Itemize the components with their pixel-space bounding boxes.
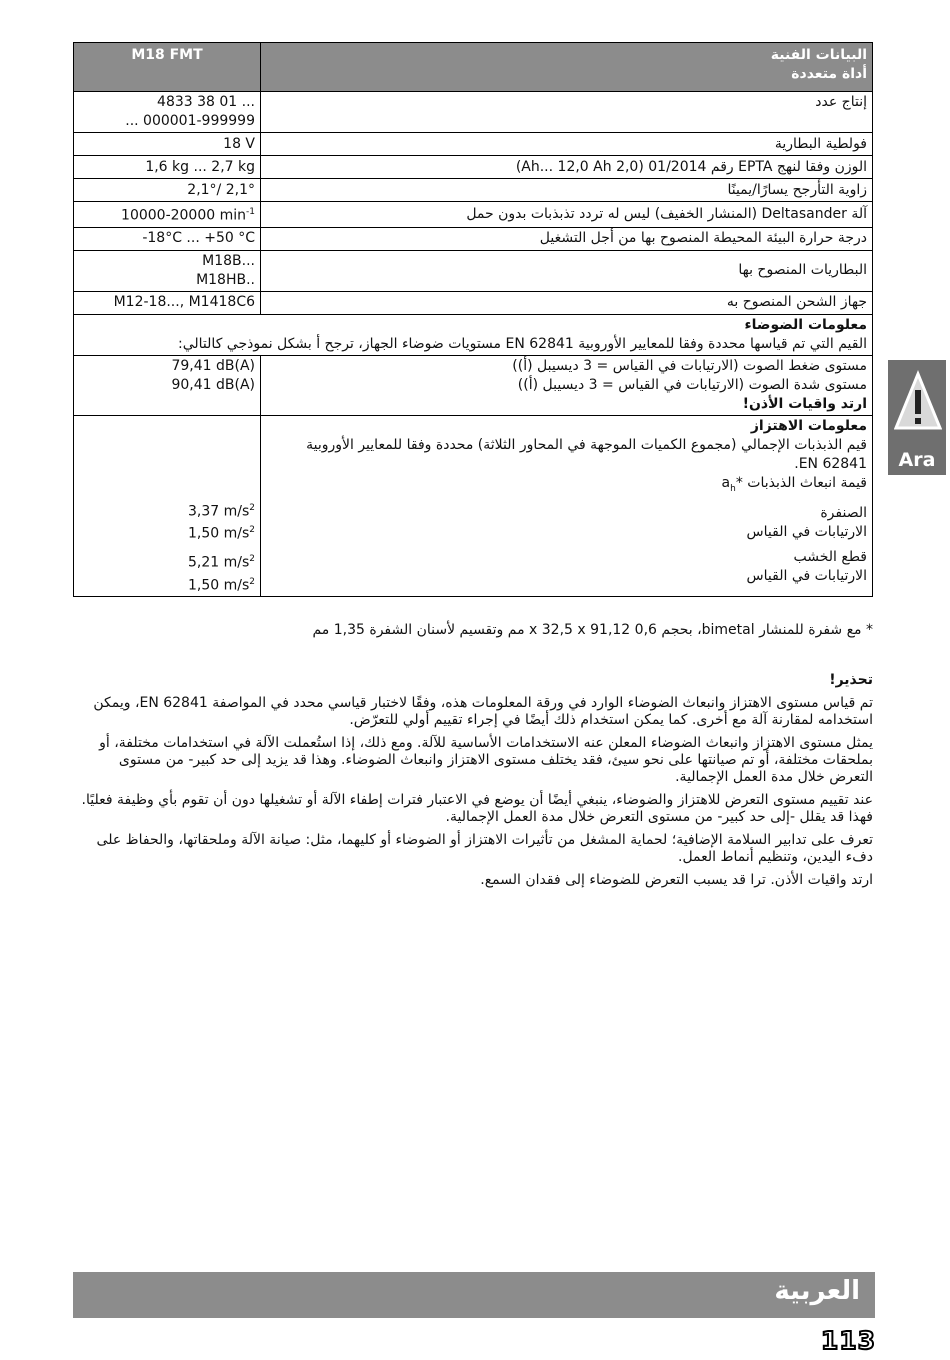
speed-value: 10000-20000 $\min^{-1}$ xyxy=(74,202,261,228)
row-batteries xyxy=(74,250,873,291)
row-no-load-speed xyxy=(74,202,873,228)
warning-paragraph-1: تم قياس مستوى الاهتزاز وانبعاث الضوضاء الوارد في ورقة المعلومات هذه، وفقًا لاختبار قياسي محدد في المواصفة EN 62841، ويمكن استخدامه لمقارنة آلة مع أخرى. كما يمكن استخدام ذلك أيضًا في إجراء تقييم أولي للتعرّض. xyxy=(93,695,873,728)
footer-language: العربية xyxy=(774,1276,860,1306)
warning-title: تحذير! xyxy=(829,672,873,688)
technical-data-title: البيانات الفنية أداة متعددة xyxy=(261,43,873,92)
warning-paragraph-3: عند تقييم مستوى التعرض للاهتزاز والضوضاء، ينبغي أيضًا أن يوضع في الاعتبار فترات إطفاء الآلة أو تشغيلها دون أن تقوم بأي وظيفة فعليًا. فهذا قد يقلل -إلى حد كبير- من مستوى التعرض خلال مدة العمل الإجمالية. xyxy=(81,792,873,825)
charger-label: جهاز الشحن المنصوح به xyxy=(261,291,873,314)
temperature-label: درجة حرارة البيئة المحيطة المنصوح بها من أجل التشغيل xyxy=(261,227,873,250)
warning-section xyxy=(73,672,873,895)
row-charger xyxy=(74,291,873,314)
page-number: 113 xyxy=(820,1326,876,1355)
batteries-label: البطاريات المنصوح بها xyxy=(261,250,873,291)
weight-value: 1,6 kg ... 2,7 kg xyxy=(74,156,261,179)
angle-label: زاوية التأرجح يسارًا/يمينًا xyxy=(261,179,873,202)
row-oscillation-angle xyxy=(74,179,873,202)
weight-label: الوزن وفقا لنهج EPTA رقم 01/2014 (2,0 Ah... 12,0 Ah) xyxy=(261,156,873,179)
warning-paragraph-4: تعرف على تدابير السلامة الإضافية؛ لحماية المشغل من تأثيرات الاهتزاز أو الضوضاء أو كليهما، مثل: صيانة الآلة وملحقاتها، والحفاظ على دفء اليدين، وتنظيم أنماط العمل. xyxy=(96,832,873,865)
production-number-value: 4833 38 01 ... ... 000001-999999 xyxy=(74,92,261,133)
noise-labels: مستوى ضغط الصوت (الارتيابات في القياس = 3 ديسيبل (أ)) مستوى شدة الصوت (الارتيابات في القياس = 3 ديسيبل (أ)) ارتد واقيات الأذن! xyxy=(261,355,873,415)
batteries-value: M18B... M18HB.. xyxy=(74,250,261,291)
row-temperature xyxy=(74,227,873,250)
noise-values: 79,41 dB(A) 90,41 dB(A) xyxy=(74,355,261,415)
angle-value: 2,1°/ 2,1° xyxy=(74,179,261,202)
row-voltage xyxy=(74,133,873,156)
row-noise-title xyxy=(74,314,873,355)
vibration-labels: معلومات الاهتزاز قيم الذبذبات الإجمالي (مجموع الكميات الموجهة في المحاور الثلاثة) محددة وفقا للمعايير الأوروبية EN 62841. قيمة انبعاث الذبذبات $a_h*$ الصنفرة الارتيابات في القياس قطع الخشب الارتيابات في القياس xyxy=(261,415,873,597)
charger-value: M12-18..., M1418C6 xyxy=(74,291,261,314)
blade-footnote: * مع شفرة للمنشار bimetal، بحجم 0,6 x 32,5 x 91,12 مم وتقسيم لأسنان الشفرة 1,35 مم xyxy=(312,622,873,638)
voltage-value: 18 V xyxy=(74,133,261,156)
row-production-number xyxy=(74,92,873,133)
row-vibration xyxy=(74,415,873,597)
language-tab-label: Ara xyxy=(898,449,936,471)
row-weight xyxy=(74,156,873,179)
vibration-values: 3,37 $m/s^2$ 1,50 $m/s^2$ 5,21 $m/s^2$ 1,50 $m/s^2$ xyxy=(74,415,261,597)
model-header: M18 FMT xyxy=(74,43,261,92)
warning-paragraph-5: ارتد واقيات الأذن. ترا قد يسبب التعرض للضوضاء إلى فقدان السمع. xyxy=(480,872,873,888)
footer-language-bar xyxy=(73,1272,875,1318)
warning-paragraph-2: يمثل مستوى الاهتزاز وانبعاث الضوضاء المعلن عنه الاستخدامات الأساسية للآلة. ومع ذلك، إذا استُعملت الآلة في استخدامات مختلفة، أو بملحقات مختلفة، أو تم صيانتها على نحو سيئ، فقد يختلف مستوى الاهتزاز وانبعاث الضوضاء. وهذا قد يزيد إلى حد كبير- من مستوى التعرض خلال مدة العمل الإجمالية. xyxy=(99,735,873,785)
row-noise-values xyxy=(74,355,873,415)
temperature-value: -18°C ... +50 °C xyxy=(74,227,261,250)
noise-section: معلومات الضوضاء القيم التي تم قياسها محددة وفقا للمعايير الأوروبية EN 62841 مستويات ضوضاء الجهاز، ترجح أ بشكل نموذجي كالتالي: xyxy=(74,314,873,355)
warning-icon xyxy=(894,370,942,432)
table-header-row xyxy=(74,43,873,92)
technical-data-table xyxy=(73,42,873,597)
speed-label: آلة Deltasander (المنشار الخفيف) ليس له تردد تذبذبات بدون حمل xyxy=(261,202,873,228)
voltage-label: فولطية البطارية xyxy=(261,133,873,156)
language-side-tab xyxy=(888,360,946,475)
production-number-label: إنتاج عدد xyxy=(261,92,873,133)
